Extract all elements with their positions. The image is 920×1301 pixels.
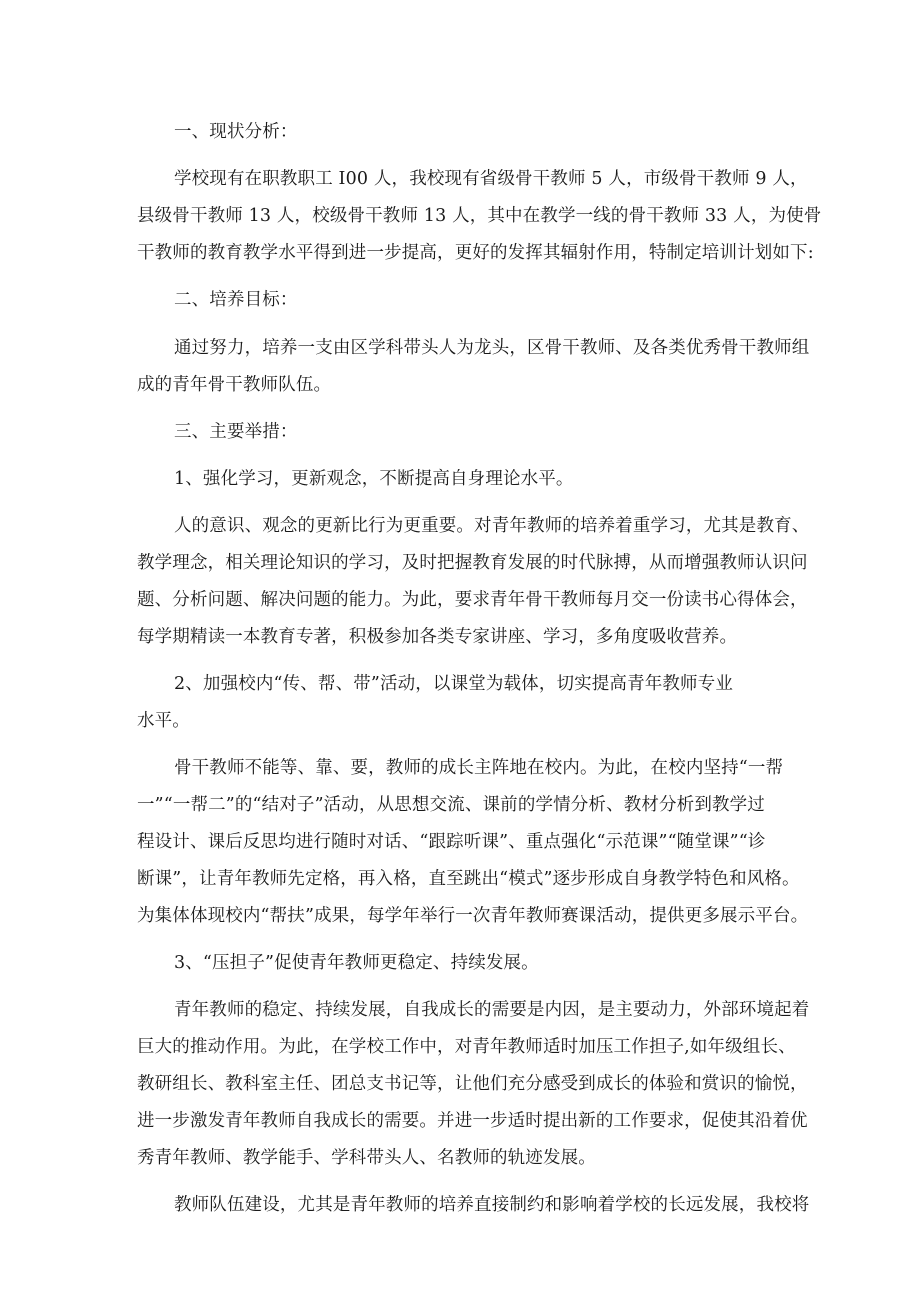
paragraph-line: 人的意识、观念的更新比行为更重要。对青年教师的培养着重学习，尤其是教育、 xyxy=(174,516,810,536)
paragraph-line: 进一步激发青年教师自我成长的需要。并进一步适时提出新的工作要求，促使其沿着优 xyxy=(137,1111,808,1131)
paragraph-line: 程设计、课后反思均进行随时对话、“跟踪听课”、重点强化“示范课”“随堂课”“诊 xyxy=(137,832,766,852)
paragraph-line: 教研组长、教科室主任、团总支书记等，让他们充分感受到成长的体验和赏识的愉悦， xyxy=(137,1074,808,1094)
section-heading-measures: 三、主要举措： xyxy=(174,422,298,442)
paragraph-line: 为集体体现校内“帮扶”成果，每学年举行一次青年教师赛课活动，提供更多展示平台。 xyxy=(137,906,809,926)
section-heading-goals: 二、培养目标： xyxy=(174,290,298,310)
closing-line: 教师队伍建设，尤其是青年教师的培养直接制约和影响着学校的长远发展，我校将 xyxy=(174,1195,810,1215)
paragraph-line: 学校现有在职教职工 I00 人，我校现有省级骨干教师 5 人，市级骨干教师 9 人， xyxy=(174,169,808,189)
paragraph-line: 通过努力，培养一支由区学科带头人为龙头，区骨干教师、及各类优秀骨干教师组 xyxy=(174,338,810,358)
item-title-3: 3、“压担子”促使青年教师更稳定、持续发展。 xyxy=(174,953,539,973)
paragraph-line: 每学期精读一本教育专著，积极参加各类专家讲座、学习，多角度吸收营养。 xyxy=(137,627,738,647)
paragraph-line: 骨干教师不能等、靠、要，教师的成长主阵地在校内。为此，在校内坚持“一帮 xyxy=(174,758,784,778)
paragraph-line: 一”“一帮二”的“结对子”活动，从思想交流、课前的学情分析、教材分析到教学过 xyxy=(137,795,765,815)
section-heading-status: 一、现状分析： xyxy=(174,122,298,142)
paragraph-line: 县级骨干教师 13 人，校级骨干教师 13 人，其中在教学一线的骨干教师 33 人，为使骨 xyxy=(137,206,822,226)
paragraph-line: 干教师的教育教学水平得到进一步提高，更好的发挥其辐射作用，特制定培训计划如下: xyxy=(137,243,814,263)
paragraph-line: 巨大的推动作用。为此，在学校工作中，对青年教师适时加压工作担子,如年级组长、 xyxy=(137,1037,796,1057)
paragraph-line: 断课”，让青年教师先定格，再入格，直至跳出“模式”逐步形成自身教学特色和风格。 xyxy=(137,869,800,889)
paragraph-line: 秀青年教师、教学能手、学科带头人、名教师的轨迹发展。 xyxy=(137,1148,596,1168)
paragraph-line: 成的青年骨干教师队伍。 xyxy=(137,375,332,395)
item-title-2: 2、加强校内“传、帮、带”活动，以课堂为载体，切实提高青年教师专业 xyxy=(174,674,733,694)
paragraph-line: 青年教师的稳定、持续发展，自我成长的需要是内因，是主要动力，外部环境起着 xyxy=(174,1000,810,1020)
item-title-2-cont: 水平。 xyxy=(137,711,190,731)
paragraph-line: 题、分析问题、解决问题的能力。为此，要求青年骨干教师每月交一份读书心得体会， xyxy=(137,590,808,610)
paragraph-line: 教学理念，相关理论知识的学习，及时把握教育发展的时代脉搏，从而增强教师认识问 xyxy=(137,553,808,573)
item-title-1: 1、强化学习，更新观念，不断提高自身理论水平。 xyxy=(174,469,574,489)
